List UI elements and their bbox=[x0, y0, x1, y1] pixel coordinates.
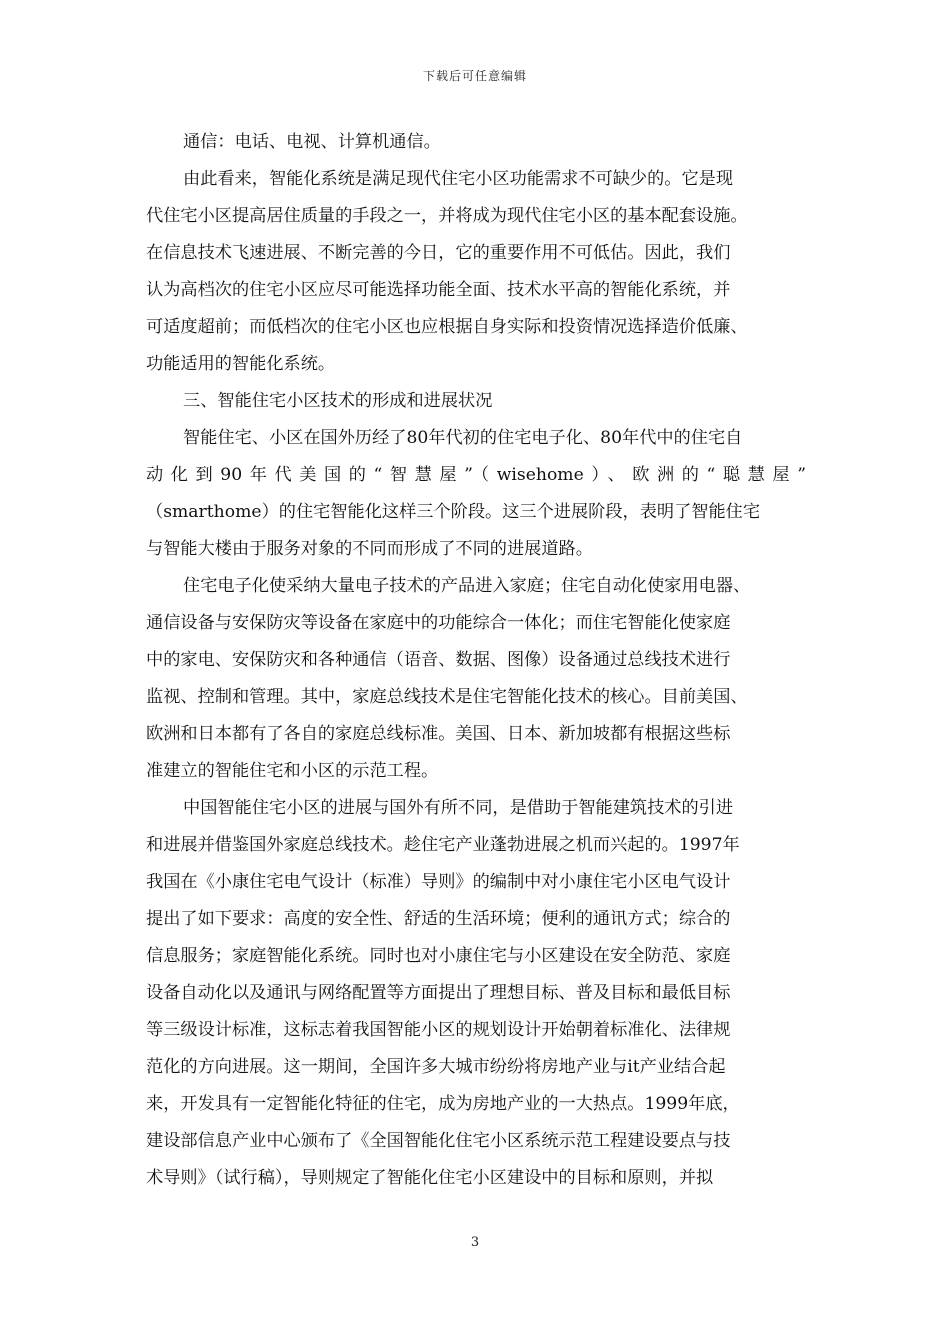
text-line: 术导则》（试行稿），导则规定了智能化住宅小区建设中的目标和原则，并拟 bbox=[146, 1168, 714, 1188]
text-line: 范化的方向进展。这一期间，全国许多大城市纷纷将房地产业与it产业结合起 bbox=[146, 1057, 726, 1077]
text-line: 代住宅小区提高居住质量的手段之一，并将成为现代住宅小区的基本配套设施。 bbox=[146, 206, 748, 226]
text-line: 通信：电话、电视、计算机通信。 bbox=[183, 132, 441, 152]
text-line: 由此看来，智能化系统是满足现代住宅小区功能需求不可缺少的。它是现 bbox=[183, 169, 734, 189]
page-number: 3 bbox=[470, 1235, 480, 1250]
text-line: 提出了如下要求：高度的安全性、舒适的生活环境；便利的通讯方式；综合的 bbox=[146, 909, 731, 929]
text-line: 信息服务；家庭智能化系统。同时也对小康住宅与小区建设在安全防范、家庭 bbox=[146, 946, 731, 966]
text-line: 监视、控制和管理。其中，家庭总线技术是住宅智能化技术的核心。目前美国、 bbox=[146, 687, 748, 707]
text-line: 我国在《小康住宅电气设计（标准）导则》的编制中对小康住宅小区电气设计 bbox=[146, 872, 731, 892]
text-line: 等三级设计标准，这标志着我国智能小区的规划设计开始朝着标准化、法律规 bbox=[146, 1020, 731, 1040]
page-header: 下载后可任意编辑 bbox=[422, 69, 527, 83]
text-line: 认为高档次的住宅小区应尽可能选择功能全面、技术水平高的智能化系统，并 bbox=[146, 280, 731, 300]
text-line: 与智能大楼由于服务对象的不同而形成了不同的进展道路。 bbox=[146, 539, 593, 559]
text-line: 和进展并借鉴国外家庭总线技术。趁住宅产业蓬勃进展之机而兴起的。1997年 bbox=[146, 835, 740, 855]
text-line: 欧洲和日本都有了各自的家庭总线标准。美国、日本、新加坡都有根据这些标 bbox=[146, 724, 731, 744]
text-line: 在信息技术飞速进展、不断完善的今日，它的重要作用不可低估。因此，我们 bbox=[146, 243, 731, 263]
text-line: 智能住宅、小区在国外历经了80年代初的住宅电子化、80年代中的住宅自 bbox=[183, 428, 743, 448]
text-line: （smarthome）的住宅智能化这样三个阶段。这三个进展阶段，表明了智能住宅 bbox=[146, 502, 761, 522]
text-line: 来，开发具有一定智能化特征的住宅，成为房地产业的一大热点。1999年底， bbox=[146, 1094, 740, 1114]
text-line: 准建立的智能住宅和小区的示范工程。 bbox=[146, 761, 439, 781]
text-line: 住宅电子化使采纳大量电子技术的产品进入家庭；住宅自动化使家用电器、 bbox=[183, 576, 751, 596]
text-line: 设备自动化以及通讯与网络配置等方面提出了理想目标、普及目标和最低目标 bbox=[146, 983, 731, 1003]
text-line: 功能适用的智能化系统。 bbox=[146, 354, 336, 374]
section-heading: 三、智能住宅小区技术的形成和进展状况 bbox=[183, 391, 493, 411]
body-text bbox=[146, 124, 806, 1197]
text-line: 通信设备与安保防灾等设备在家庭中的功能综合一体化；而住宅智能化使家庭 bbox=[146, 613, 731, 633]
text-line: 动化到90年代美国的“智慧屋”（wisehome）、欧洲的“聪慧屋” bbox=[146, 465, 806, 485]
text-line: 中国智能住宅小区的进展与国外有所不同，是借助于智能建筑技术的引进 bbox=[183, 798, 734, 818]
text-line: 建设部信息产业中心颁布了《全国智能化住宅小区系统示范工程建设要点与技 bbox=[146, 1131, 731, 1151]
text-line: 可适度超前；而低档次的住宅小区也应根据自身实际和投资情况选择造价低廉、 bbox=[146, 317, 748, 337]
text-line: 中的家电、安保防灾和各种通信（语音、数据、图像）设备通过总线技术进行 bbox=[146, 650, 731, 670]
